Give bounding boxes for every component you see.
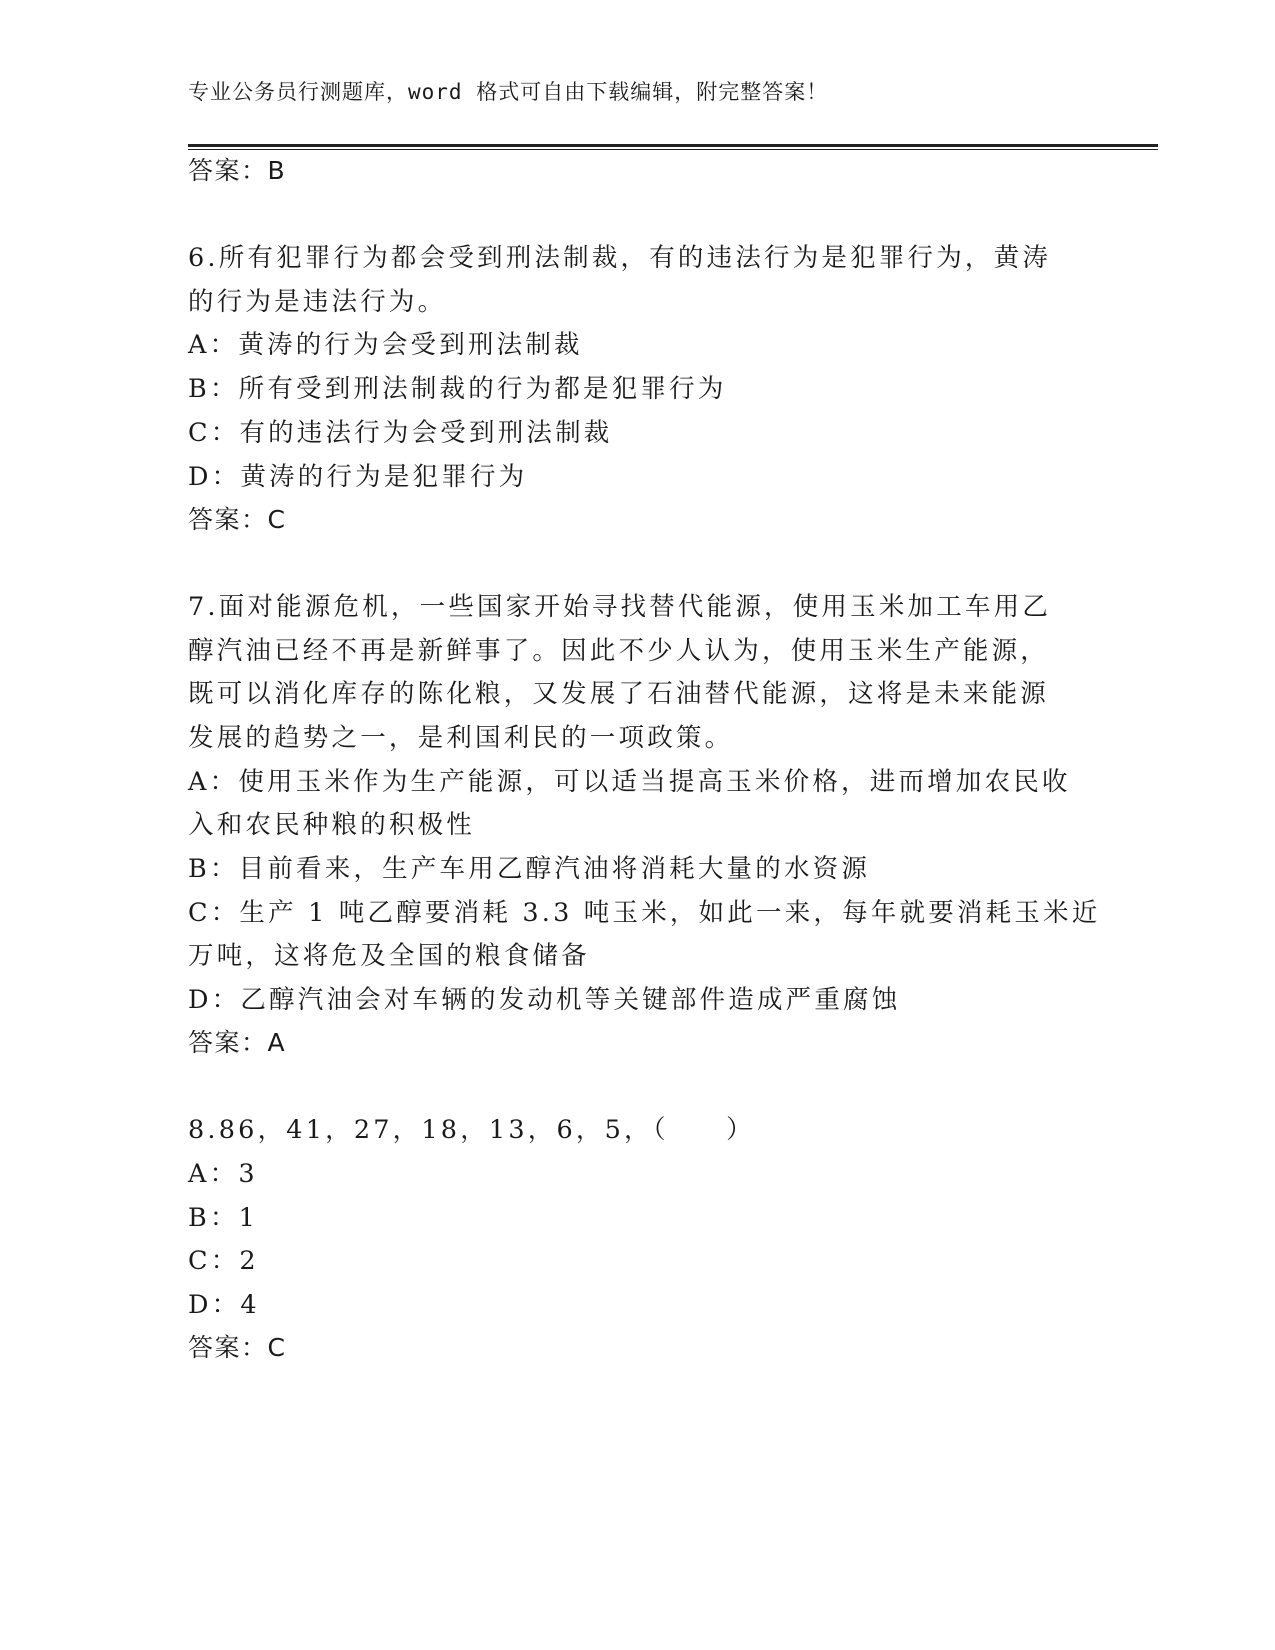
question-6-option-b: B：所有受到刑法制裁的行为都是犯罪行为: [188, 374, 727, 404]
question-7-option-c-line1: C：生产 1 吨乙醇要消耗 3.3 吨玉米，如此一来，每年就要消耗玉米近: [188, 898, 1101, 928]
question-6-option-c: C：有的违法行为会受到刑法制裁: [188, 418, 613, 448]
question-7-option-b: B：目前看来，生产车用乙醇汽油将消耗大量的水资源: [188, 854, 871, 884]
answer-q5: 答案：B: [188, 156, 287, 185]
question-7-option-a-line1: A：使用玉米作为生产能源，可以适当提高玉米价格，进而增加农民收: [188, 767, 1071, 797]
header-divider-thin: [188, 149, 1158, 150]
question-7-option-c-line2: 万吨，这将危及全国的粮食储备: [188, 941, 590, 971]
question-7-stem-line2: 醇汽油已经不再是新鲜事了。因此不少人认为，使用玉米生产能源，: [188, 636, 1050, 666]
question-6-stem-line1: 6.所有犯罪行为都会受到刑法制裁，有的违法行为是犯罪行为，黄涛: [188, 243, 1052, 273]
question-8-stem: 8.86，41，27，18，13，6，5，（ ）: [188, 1115, 755, 1145]
question-7-option-d: D：乙醇汽油会对车辆的发动机等关键部件造成严重腐蚀: [188, 985, 901, 1015]
answer-q8: 答案：C: [188, 1333, 287, 1362]
question-7-stem-line4: 发展的趋势之一，是利国利民的一项政策。: [188, 723, 734, 753]
question-8-option-b: B：1: [188, 1203, 259, 1233]
answer-q7: 答案：A: [188, 1028, 287, 1057]
question-7-option-a-line2: 入和农民种粮的积极性: [188, 810, 476, 840]
question-7-stem-line1: 7.面对能源危机，一些国家开始寻找替代能源，使用玉米加工车用乙: [188, 592, 1052, 622]
page-header: 专业公务员行测题库，word 格式可自由下载编辑，附完整答案！: [188, 80, 829, 104]
question-8-option-c: C：2: [188, 1246, 259, 1276]
question-6-stem-line2: 的行为是违法行为。: [188, 287, 447, 317]
answer-q6: 答案：C: [188, 505, 287, 534]
question-7-stem-line3: 既可以消化库存的陈化粮，又发展了石油替代能源，这将是未来能源: [188, 679, 1050, 709]
header-divider-thick: [188, 144, 1158, 147]
question-8-option-d: D：4: [188, 1290, 260, 1320]
question-6-option-d: D：黄涛的行为是犯罪行为: [188, 462, 528, 492]
question-8-option-a: A：3: [188, 1159, 258, 1189]
question-6-option-a: A：黄涛的行为会受到刑法制裁: [188, 330, 583, 360]
